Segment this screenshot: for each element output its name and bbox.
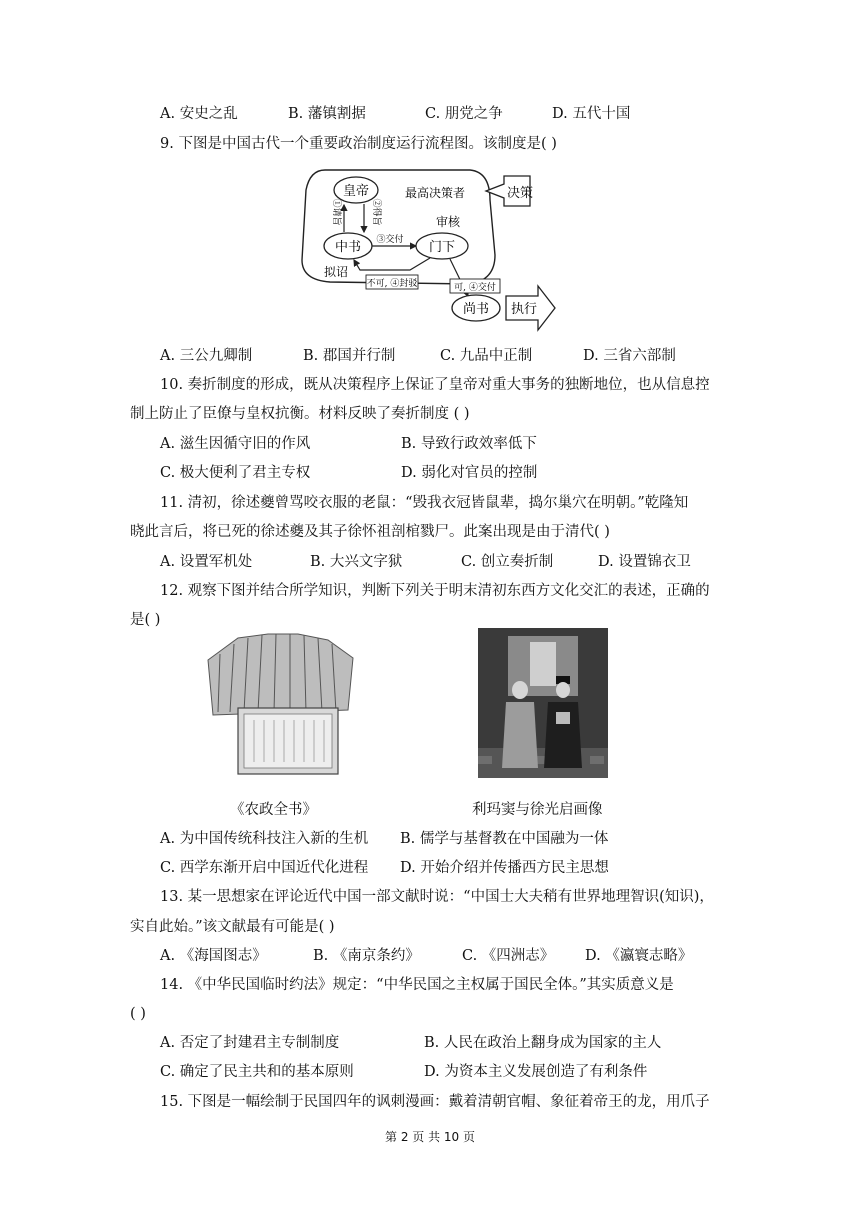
q12-option-d: D. 开始介绍并传播西方民主思想 bbox=[400, 860, 609, 876]
draft-label: 拟诏 bbox=[323, 265, 349, 279]
q13-line1: 13. 某一思想家在评论近代中国一部文献时说：“中国士大夫稍有世界地理智识(知识)， bbox=[160, 889, 714, 905]
q14-option-b: B. 人民在政治上翻身成为国家的主人 bbox=[424, 1035, 662, 1051]
nongzheng-quanshu-image bbox=[198, 630, 358, 780]
shangshu-label: 尚书 bbox=[462, 302, 490, 317]
ricci-xu-guangqi-portrait bbox=[478, 628, 608, 778]
q8-option-b: B. 藩镇割据 bbox=[288, 106, 366, 122]
approve-label: 可, ④交付 bbox=[454, 283, 496, 293]
q9-option-a: A. 三公九卿制 bbox=[160, 348, 253, 364]
q8-option-c: C. 朋党之争 bbox=[425, 106, 503, 122]
emperor-label: 皇帝 bbox=[342, 184, 370, 199]
q9-option-c: C. 九品中正制 bbox=[440, 348, 533, 364]
q10-line2: 制上防止了臣僚与皇权抗衡。材料反映了奏折制度 ( ) bbox=[130, 406, 470, 422]
q12-line1: 12. 观察下图并结合所学知识，判断下列关于明末清初东西方文化交汇的表述，正确的 bbox=[160, 583, 710, 599]
q15-line1: 15. 下图是一幅绘制于民国四年的讽刺漫画：戴着清朝官帽、象征着帝王的龙，用爪子 bbox=[160, 1094, 710, 1110]
caption-nongzheng-quanshu: 《农政全书》 bbox=[230, 802, 317, 818]
decision-label: 决策 bbox=[506, 186, 534, 201]
q8-option-d: D. 五代十国 bbox=[552, 106, 631, 122]
q12-option-c: C. 西学东渐开启中国近代化进程 bbox=[160, 860, 369, 876]
reject-label: 不可, ④封驳 bbox=[366, 279, 418, 289]
q11-option-d: D. 设置锦衣卫 bbox=[598, 554, 691, 570]
q11-option-b: B. 大兴文字狱 bbox=[310, 554, 403, 570]
receive-label: ②得旨 bbox=[371, 198, 381, 226]
review-label: 审核 bbox=[435, 215, 461, 229]
q11-option-a: A. 设置军机处 bbox=[160, 554, 253, 570]
zhongshu-label: 中书 bbox=[334, 240, 362, 255]
q12-option-b: B. 儒学与基督教在中国融为一体 bbox=[400, 831, 609, 847]
q13-line2: 实自此始。”该文献最有可能是( ) bbox=[130, 919, 335, 935]
q12-option-a: A. 为中国传统科技注入新的生机 bbox=[160, 831, 369, 847]
q11-line2: 晓此言后，将已死的徐述夔及其子徐怀祖剖棺戮尸。此案出现是由于清代( ) bbox=[130, 524, 610, 540]
q13-option-b: B. 《南京条约》 bbox=[313, 948, 420, 964]
menxia-label: 门下 bbox=[428, 240, 456, 255]
q14-option-d: D. 为资本主义发展创造了有利条件 bbox=[424, 1064, 648, 1080]
q14-option-a: A. 否定了封建君主专制制度 bbox=[160, 1035, 340, 1051]
q10-line1: 10. 奏折制度的形成，既从决策程序上保证了皇帝对重大事务的独断地位，也从信息控 bbox=[160, 377, 710, 393]
q14-line1: 14. 《中华民国临时约法》规定：“中华民国之主权属于国民全体。”其实质意义是 bbox=[160, 977, 674, 993]
caption-ricci-xu-portrait: 利玛窦与徐光启画像 bbox=[472, 802, 603, 818]
q14-line2: ( ) bbox=[130, 1006, 146, 1022]
q9-option-d: D. 三省六部制 bbox=[583, 348, 676, 364]
q10-option-b: B. 导致行政效率低下 bbox=[401, 436, 537, 452]
q10-option-c: C. 极大便利了君主专权 bbox=[160, 465, 311, 481]
q13-option-c: C. 《四洲志》 bbox=[462, 948, 555, 964]
q14-option-c: C. 确定了民主共和的基本原则 bbox=[160, 1064, 354, 1080]
q12-line2: 是( ) bbox=[130, 612, 161, 628]
page-footer: 第 2 页 共 10 页 bbox=[385, 1130, 475, 1144]
q8-option-a: A. 安史之乱 bbox=[160, 106, 238, 122]
q11-option-c: C. 创立奏折制 bbox=[461, 554, 554, 570]
deliver-label: ③交付 bbox=[376, 235, 404, 245]
q10-option-a: A. 滋生因循守旧的作风 bbox=[160, 436, 311, 452]
three-departments-flow-diagram bbox=[290, 160, 570, 336]
q9-option-b: B. 郡国并行制 bbox=[303, 348, 396, 364]
q11-line1: 11. 清初，徐述夔曾骂咬衣服的老鼠：“毁我衣冠皆鼠辈，捣尔巢穴在明朝。”乾隆知 bbox=[160, 495, 689, 511]
execute-label: 执行 bbox=[510, 302, 538, 317]
top-decider-label: 最高决策者 bbox=[404, 186, 466, 200]
q13-option-a: A. 《海国图志》 bbox=[160, 948, 267, 964]
request-label: ①请旨 bbox=[331, 198, 341, 226]
q10-option-d: D. 弱化对官员的控制 bbox=[401, 465, 538, 481]
q9-stem: 9. 下图是中国古代一个重要政治制度运行流程图。该制度是( ) bbox=[160, 136, 557, 152]
q13-option-d: D. 《瀛寰志略》 bbox=[585, 948, 693, 964]
